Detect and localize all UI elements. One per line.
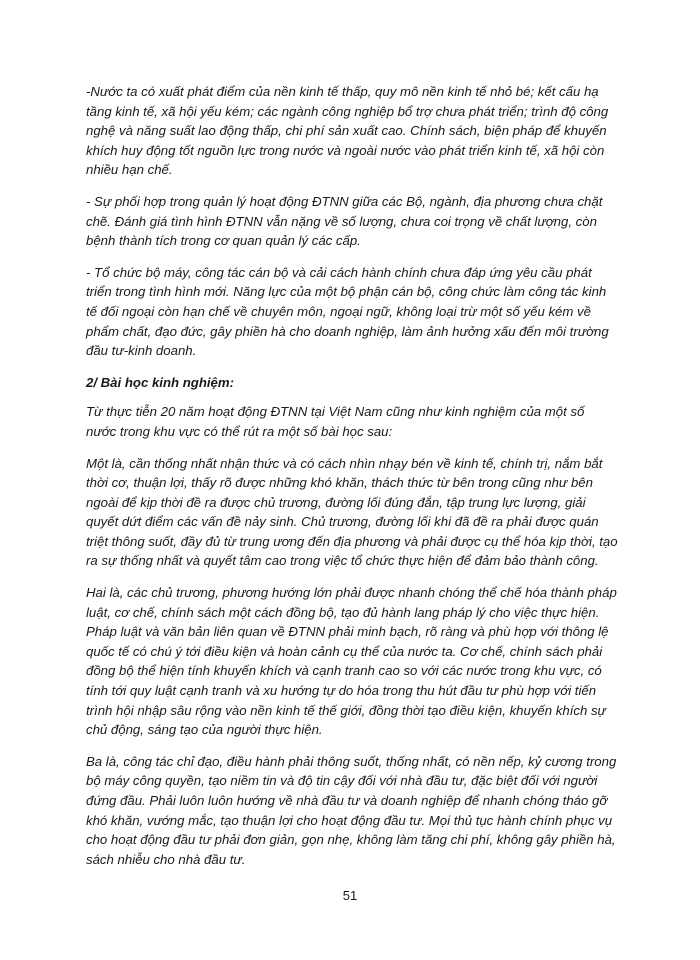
lesson-three: Ba là, công tác chỉ đạo, điều hành phải thông suốt, thống nhất, có nền nếp, kỷ cương trong bộ máy công quyền, tạo niềm tin và độ tin cậy đối với nhà đầu tư, đặc biệt đối với người đứng đầu. Phải luôn luôn hướng về nhà đầu tư và doanh nghiệp để nhanh chóng tháo gỡ khó khăn, vướng mắc, tạo thuận lợi cho hoạt động đầu tư. Mọi thủ tục hành chính phục vụ cho hoạt động đầu tư phải đơn giản, gọn nhẹ, không làm tăng chi phí, không gây phiền hà, sách nhiễu cho nhà đầu tư. xyxy=(86,753,617,867)
paragraph-organization: - Tổ chức bộ máy, công tác cán bộ và cải cách hành chính chưa đáp ứng yêu cầu phát triển trong tình hình mới. Năng lực của một bộ phận cán bộ, công chức làm công tác kinh tế đối ngoại còn hạn chế về chuyên môn, ngoại ngữ, không loại trừ một số yếu kém về phẩm chất, đạo đức, gây phiền hà cho doanh nghiệp, làm ảnh hưởng xấu đến môi trường đầu tư-kinh doanh. xyxy=(86,264,609,359)
lessons-intro: Từ thực tiễn 20 năm hoạt động ĐTNN tại Việt Nam cũng như kinh nghiệm của một số nước trong khu vực có thể rút ra một số bài học sau: xyxy=(86,404,585,439)
paragraph-economic-baseline: -Nước ta có xuất phát điểm của nền kinh tế thấp, quy mô nền kinh tế nhỏ bé; kết cấu hạ tầng kinh tế, xã hội yếu kém; các ngành công nghiệp bổ trợ chưa phát triển; trình độ công nghệ và năng suất lao động thấp, chi phí sản xuất cao. Chính sách, biện pháp để khuyến khích huy động tốt nguồn lực trong nước và ngoài nước vào phát triển kinh tế, xã hội còn nhiều hạn chế. xyxy=(86,84,609,178)
section-heading: 2/ Bài học kinh nghiệm: xyxy=(86,374,235,390)
page-number: 51 xyxy=(342,888,358,903)
paragraph-coordination: - Sự phối hợp trong quản lý hoạt động ĐTNN giữa các Bộ, ngành, địa phương chưa chặt chẽ. Đánh giá tình hình ĐTNN vẫn nặng về số lượng, chưa coi trọng về chất lượng, còn bệnh thành tích trong cơ quan quản lý các cấp. xyxy=(86,193,603,249)
document-page xyxy=(86,82,618,881)
lesson-one: Một là, cần thống nhất nhận thức và có cách nhìn nhạy bén về kinh tế, chính trị, nắm bắt thời cơ, thuận lợi, thấy rõ được những khó khăn, thách thức từ bên trong cũng như bên ngoài để kịp thời đề ra được chủ trương, đường lối đúng đắn, tập trung lực lượng, giải quyết dứt điểm các vấn đề nảy sinh. Chủ trương, đường lối khi đã đề ra phải được quán triệt thông suốt, đầy đủ từ trung ương đến địa phương và phải được cụ thể hóa kịp thời, tạo ra sự thống nhất và quyết tâm cao trong việc tổ chức thực hiện để đảm bảo thành công. xyxy=(86,455,618,569)
lesson-two: Hai là, các chủ trương, phương hướng lớn phải được nhanh chóng thể chế hóa thành pháp luật, cơ chế, chính sách một cách đồng bộ, tạo đủ hành lang pháp lý cho việc thực hiện. Pháp luật và văn bản liên quan về ĐTNN phải minh bạch, rõ ràng và phù hợp với thông lệ quốc tế có chú ý tới điều kiện và hoàn cảnh cụ thể của nước ta. Cơ chế, chính sách phải đồng bộ thể hiện tính khuyến khích và cạnh tranh cao so với các nước trong khu vực, có tính tới quy luật cạnh tranh và xu hướng tự do hóa trong thu hút đầu tư phù hợp với tiến trình hội nhập sâu rộng vào nền kinh tế thế giới, đồng thời tạo điều kiện, khuyến khích sự chủ động, sáng tạo của người thực hiện. xyxy=(86,585,617,738)
